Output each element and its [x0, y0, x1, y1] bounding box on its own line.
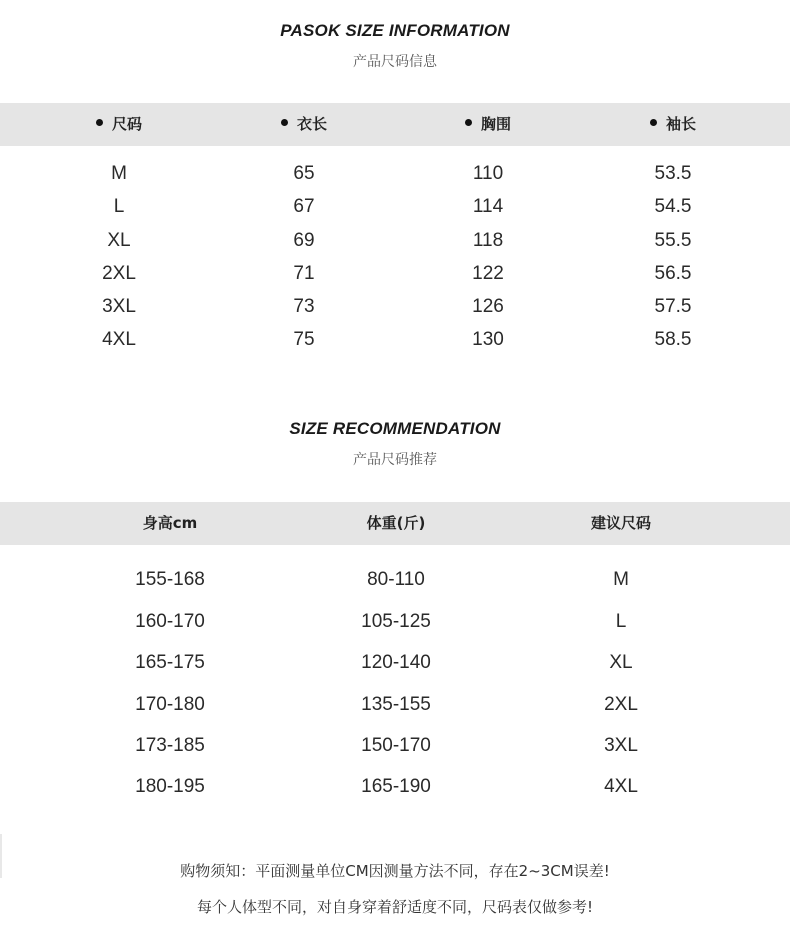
cell-size: M	[111, 163, 127, 184]
cell-chest: 122	[472, 263, 504, 284]
cell-length: 73	[293, 296, 315, 317]
cell-suggested-size: XL	[609, 652, 633, 673]
cell-suggested-size: M	[613, 569, 629, 590]
cell-size: L	[113, 196, 125, 217]
cell-height: 170-180	[135, 694, 205, 715]
cell-height: 180-195	[135, 776, 205, 797]
cell-chest: 130	[472, 329, 504, 350]
cell-sleeve: 53.5	[654, 163, 692, 184]
cell-chest: 126	[472, 296, 504, 317]
bullet-icon	[281, 119, 288, 126]
cell-size: 4XL	[102, 329, 136, 350]
cell-chest: 114	[472, 196, 504, 217]
cell-size: XL	[107, 230, 131, 251]
cell-sleeve: 54.5	[654, 196, 692, 217]
size-info-subtitle: 产品尺码信息	[353, 54, 437, 70]
cell-length: 69	[293, 230, 315, 251]
cell-sleeve: 58.5	[654, 329, 692, 350]
header-weight: 体重(斤)	[366, 514, 426, 532]
cell-height: 160-170	[135, 611, 205, 632]
cell-chest: 110	[472, 163, 504, 184]
header-height: 身高cm	[142, 514, 198, 532]
cell-length: 65	[293, 163, 315, 184]
cell-weight: 120-140	[361, 652, 431, 673]
fit-disclaimer: 每个人体型不同，对自身穿着舒适度不同，尺码表仅做参考!	[196, 898, 594, 916]
recommendation-title: SIZE RECOMMENDATION	[289, 419, 501, 438]
header-chest: 胸围	[465, 103, 511, 146]
cell-height: 173-185	[135, 735, 205, 756]
cell-sleeve: 56.5	[654, 263, 692, 284]
cell-suggested-size: L	[615, 611, 627, 632]
cell-height: 155-168	[135, 569, 205, 590]
shopping-note: 购物须知：平面测量单位CM因测量方法不同，存在2~3CM误差!	[180, 862, 610, 880]
cell-weight: 135-155	[361, 694, 431, 715]
header-sleeve: 袖长	[650, 103, 696, 146]
cell-size: 2XL	[102, 263, 136, 284]
cell-sleeve: 57.5	[654, 296, 692, 317]
cell-weight: 165-190	[361, 776, 431, 797]
cell-height: 165-175	[135, 652, 205, 673]
header-size: 尺码	[96, 103, 142, 146]
bullet-icon	[650, 119, 657, 126]
cell-chest: 118	[472, 230, 504, 251]
size-info-header-row	[0, 103, 790, 146]
bullet-icon	[96, 119, 103, 126]
cell-suggested-size: 2XL	[604, 694, 638, 715]
cell-size: 3XL	[102, 296, 136, 317]
recommendation-header-row	[0, 502, 790, 545]
cell-length: 67	[293, 196, 315, 217]
cell-length: 71	[293, 263, 315, 284]
cell-suggested-size: 3XL	[604, 735, 638, 756]
recommendation-subtitle: 产品尺码推荐	[353, 452, 437, 468]
header-length: 衣长	[281, 103, 327, 146]
cell-weight: 150-170	[361, 735, 431, 756]
size-info-title: PASOK SIZE INFORMATION	[280, 21, 510, 40]
header-suggested-size: 建议尺码	[590, 514, 652, 532]
cell-weight: 80-110	[367, 569, 425, 590]
bullet-icon	[465, 119, 472, 126]
cell-suggested-size: 4XL	[604, 776, 638, 797]
cell-sleeve: 55.5	[654, 230, 692, 251]
cell-weight: 105-125	[361, 611, 431, 632]
cell-length: 75	[293, 329, 315, 350]
